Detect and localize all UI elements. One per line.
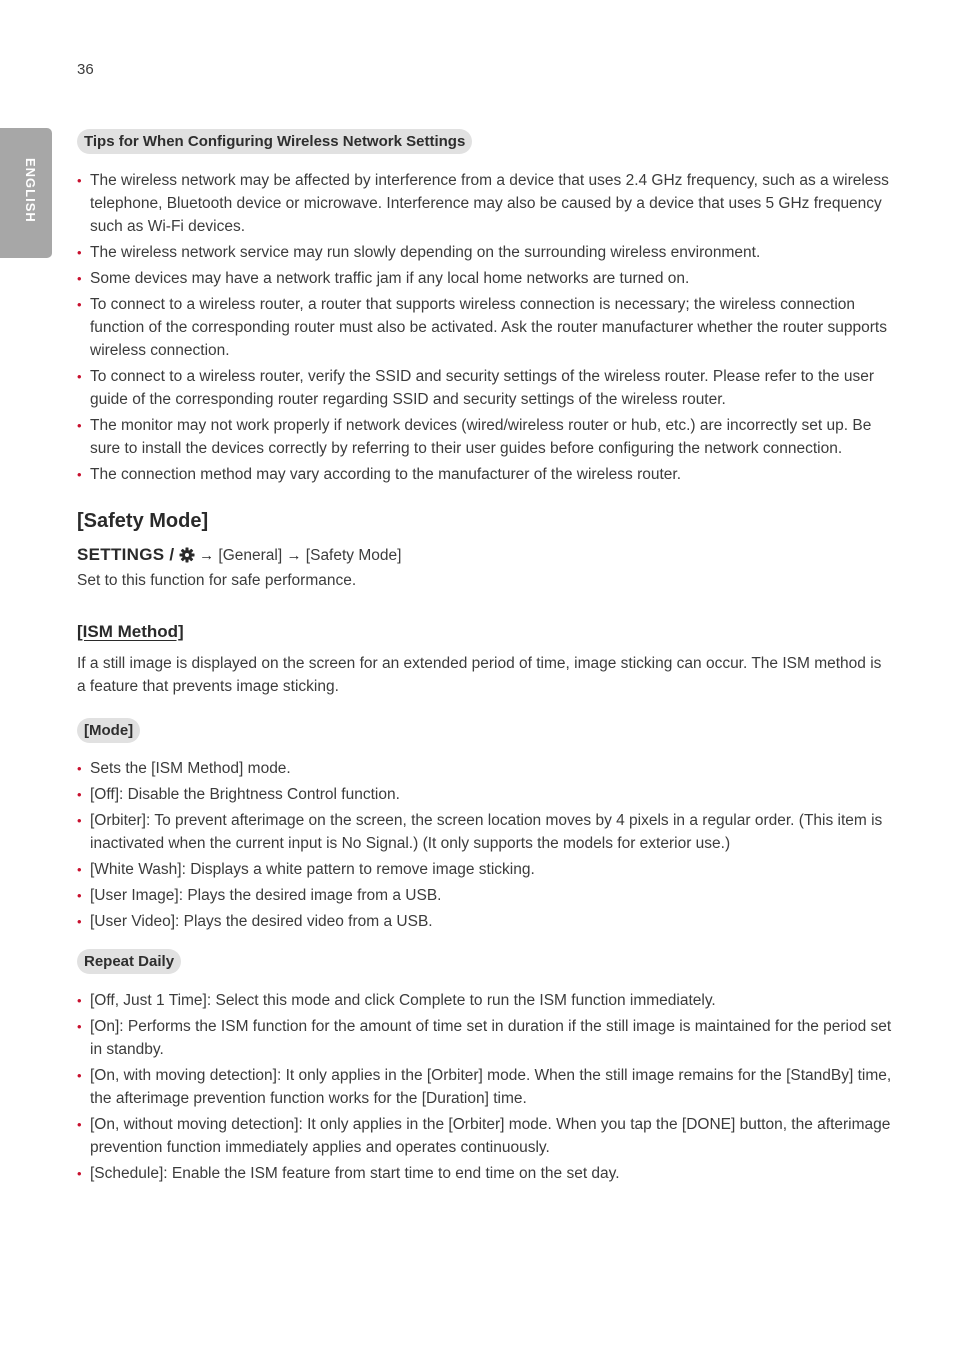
tips-heading: Tips for When Configuring Wireless Network Settings [77,129,472,154]
list-item-text: [White Wash]: Displays a white pattern to remove image sticking. [90,861,535,878]
mode-list [77,757,893,936]
bullet-icon: • [77,271,82,286]
path-safety-mode: [Safety Mode] [305,547,402,564]
list-item-text: [On, with moving detection]: It only applies in the [Orbiter] mode. When the still image remains for the [StandBy] time, the afterimage prevention function works for the [Duration] time. [90,1067,892,1107]
list-item-text: Sets the [ISM Method] mode. [90,760,291,777]
list-item-text: [Off, Just 1 Time]: Select this mode and click Complete to run the ISM function immediately. [90,992,716,1009]
list-item-text: To connect to a wireless router, a router that supports wireless connection is necessary; the wireless connection function of the corresponding router must also be activated. Ask the router manufacturer whether the router supports wireless connection. [90,296,887,359]
list-item-text: [Schedule]: Enable the ISM feature from start time to end time on the set day. [90,1165,620,1182]
ism-description: If a still image is displayed on the screen for an extended period of time, image sticking can occur. The ISM method is a feature that prevents image sticking. [77,655,882,695]
list-item [77,858,893,881]
list-item-text: [Off]: Disable the Brightness Control function. [90,786,400,803]
language-label: ENGLISH [23,158,38,223]
bullet-icon: • [77,888,82,903]
bullet-icon: • [77,1117,82,1132]
bullet-icon: • [77,369,82,384]
list-item-text: [Orbiter]: To prevent afterimage on the screen, the screen location moves by 4 pixels in a regular order. (This item is inactivated when the current input is No Signal.) (It only supports the models for exterior use.) [90,812,883,852]
list-item [77,463,893,486]
page-number: 36 [77,61,94,78]
bullet-icon: • [77,787,82,802]
bullet-icon: • [77,862,82,877]
list-item [77,884,893,907]
list-item [77,241,893,264]
bullet-icon: • [77,761,82,776]
bullet-icon: • [77,245,82,260]
bullet-icon: • [77,173,82,188]
list-item-text: The wireless network service may run slowly depending on the surrounding wireless environment. [90,244,761,261]
list-item [77,267,893,290]
bullet-icon: • [77,1166,82,1181]
list-item-text: The monitor may not work properly if network devices (wired/wireless router or hub, etc.) are incorrectly set up. Be sure to install the devices correctly by referring to their user guides before configuring the network connection. [90,417,872,457]
safety-mode-heading: [Safety Mode] [77,510,209,532]
list-item [77,1113,893,1159]
path-general: [General] [218,547,283,564]
bullet-icon: • [77,467,82,482]
list-item [77,365,893,411]
settings-path [77,543,401,570]
list-item [77,783,893,806]
list-item [77,989,893,1012]
list-item [77,1162,893,1185]
list-item-text: [On, without moving detection]: It only applies in the [Orbiter] mode. When you tap the [DONE] button, the afterimage prevention function immediately applies and operates continuously. [90,1116,891,1156]
settings-label: SETTINGS / [77,545,175,564]
ism-method-heading: [ISM Method] [77,622,184,641]
bullet-icon: • [77,914,82,929]
list-item [77,910,893,933]
list-item [77,293,893,362]
arrow-icon: → [286,547,302,564]
bullet-icon: • [77,1019,82,1034]
mode-heading: [Mode] [77,718,140,743]
bullet-icon: • [77,1068,82,1083]
bullet-icon: • [77,813,82,828]
language-side-tab [0,128,52,258]
list-item-text: [User Image]: Plays the desired image from a USB. [90,887,442,904]
repeat-daily-heading: Repeat Daily [77,949,181,974]
list-item [77,414,893,460]
list-item [77,1015,893,1061]
list-item-text: [On]: Performs the ISM function for the amount of time set in duration if the still image is maintained for the period set in standby. [90,1018,892,1058]
bullet-icon: • [77,297,82,312]
repeat-daily-list [77,989,893,1188]
bullet-icon: • [77,993,82,1008]
list-item [77,169,893,238]
list-item-text: The connection method may vary according to the manufacturer of the wireless router. [90,466,682,483]
list-item [77,1064,893,1110]
bullet-icon: • [77,418,82,433]
list-item-text: The wireless network may be affected by interference from a device that uses 2.4 GHz frequency, such as a wireless telephone, Bluetooth device or microwave. Interference may also be caused by a device that uses 5 GHz frequency such as Wi-Fi devices. [90,172,889,235]
list-item-text: To connect to a wireless router, verify the SSID and security settings of the wireless router. Please refer to the user guide of the corresponding router regarding SSID and security settings of the wireless router. [90,368,874,408]
gear-icon [179,547,195,570]
tips-list [77,169,893,489]
safety-description: Set to this function for safe performance. [77,572,357,589]
list-item-text: [User Video]: Plays the desired video from a USB. [90,913,433,930]
list-item [77,809,893,855]
arrow-icon: → [199,547,215,564]
list-item [77,757,893,780]
list-item-text: Some devices may have a network traffic jam if any local home networks are turned on. [90,270,690,287]
